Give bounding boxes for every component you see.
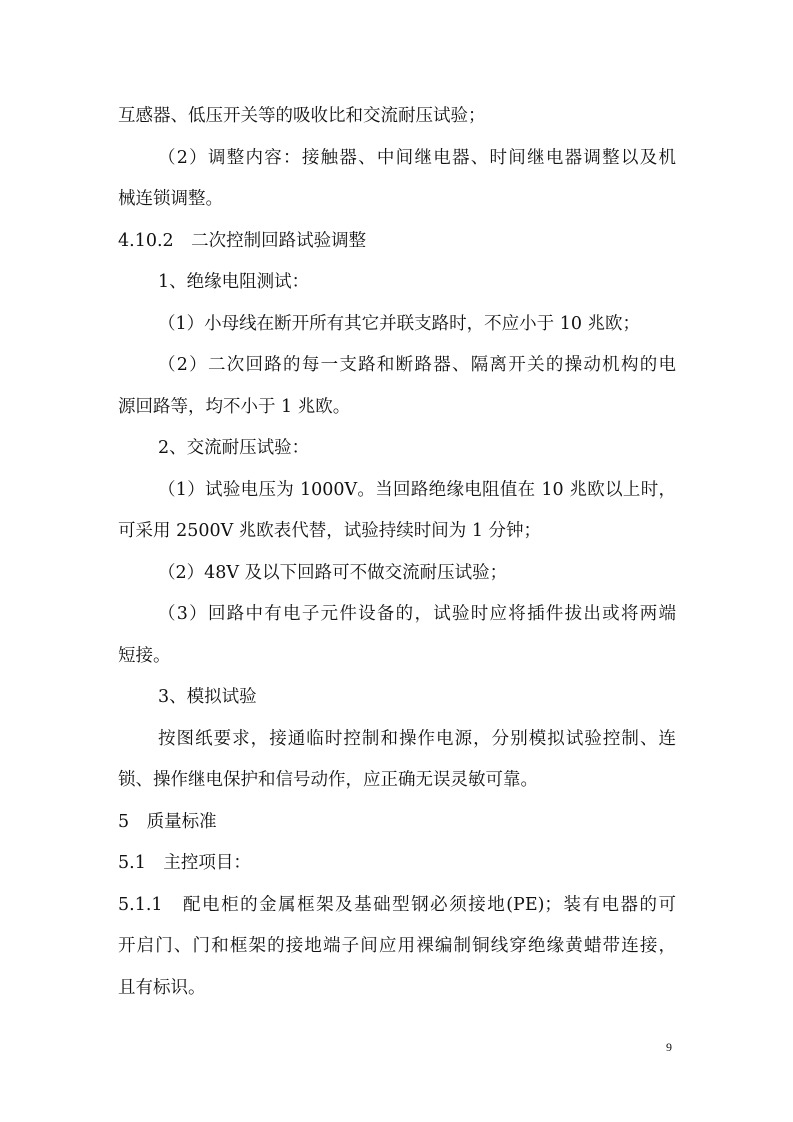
paragraph-line: 开启门、门和框架的接地端子间应用裸编制铜线穿绝缘黄蜡带连接， — [118, 936, 676, 956]
paragraph-line: （2）48V 及以下回路可不做交流耐压试验； — [158, 562, 508, 583]
paragraph-line: 械连锁调整。 — [118, 189, 223, 209]
paragraph-line: （2）二次回路的每一支路和断路器、隔离开关的操动机构的电 — [158, 355, 676, 375]
section-heading-5: 5 质量标准 — [118, 811, 217, 832]
subheading-simulation-test: 3、模拟试验 — [158, 687, 257, 707]
paragraph-line: 锁、操作继电保护和信号动作，应正确无误灵敏可靠。 — [118, 770, 538, 790]
paragraph-line: （1）试验电压为 1000V。当回路绝缘电阻值在 10 兆欧以上时， — [158, 479, 676, 500]
paragraph-line: 互感器、低压开关等的吸收比和交流耐压试验； — [118, 106, 486, 126]
paragraph-line: 且有标识。 — [118, 977, 206, 998]
section-heading-5-1: 5.1 主控项目： — [118, 853, 251, 873]
subheading-ac-withstand-test: 2、交流耐压试验： — [158, 438, 310, 458]
page-number: 9 — [666, 1040, 672, 1054]
paragraph-line: 短接。 — [118, 645, 171, 666]
paragraph-line: 5.1.1 配电柜的金属框架及基础型钢必须接地(PE)；装有电器的可 — [118, 894, 676, 915]
section-heading-4-10-2: 4.10.2 二次控制回路试验调整 — [118, 230, 367, 251]
paragraph-line: （1）小母线在断开所有其它并联支路时，不应小于 10 兆欧； — [158, 313, 641, 334]
paragraph-line: 可采用 2500V 兆欧表代替，试验持续时间为 1 分钟； — [118, 521, 542, 541]
body-text — [118, 96, 676, 1009]
paragraph-line: 按图纸要求，接通临时控制和操作电源，分别模拟试验控制、连 — [158, 728, 676, 749]
paragraph-line: （3）回路中有电子元件设备的，试验时应将插件拔出或将两端 — [158, 604, 676, 624]
subheading-insulation-test: 1、绝缘电阻测试： — [158, 272, 310, 292]
paragraph-line: 源回路等，均不小于 1 兆欧。 — [118, 396, 351, 417]
paragraph-line: （2）调整内容：接触器、中间继电器、时间继电器调整以及机 — [158, 147, 676, 168]
